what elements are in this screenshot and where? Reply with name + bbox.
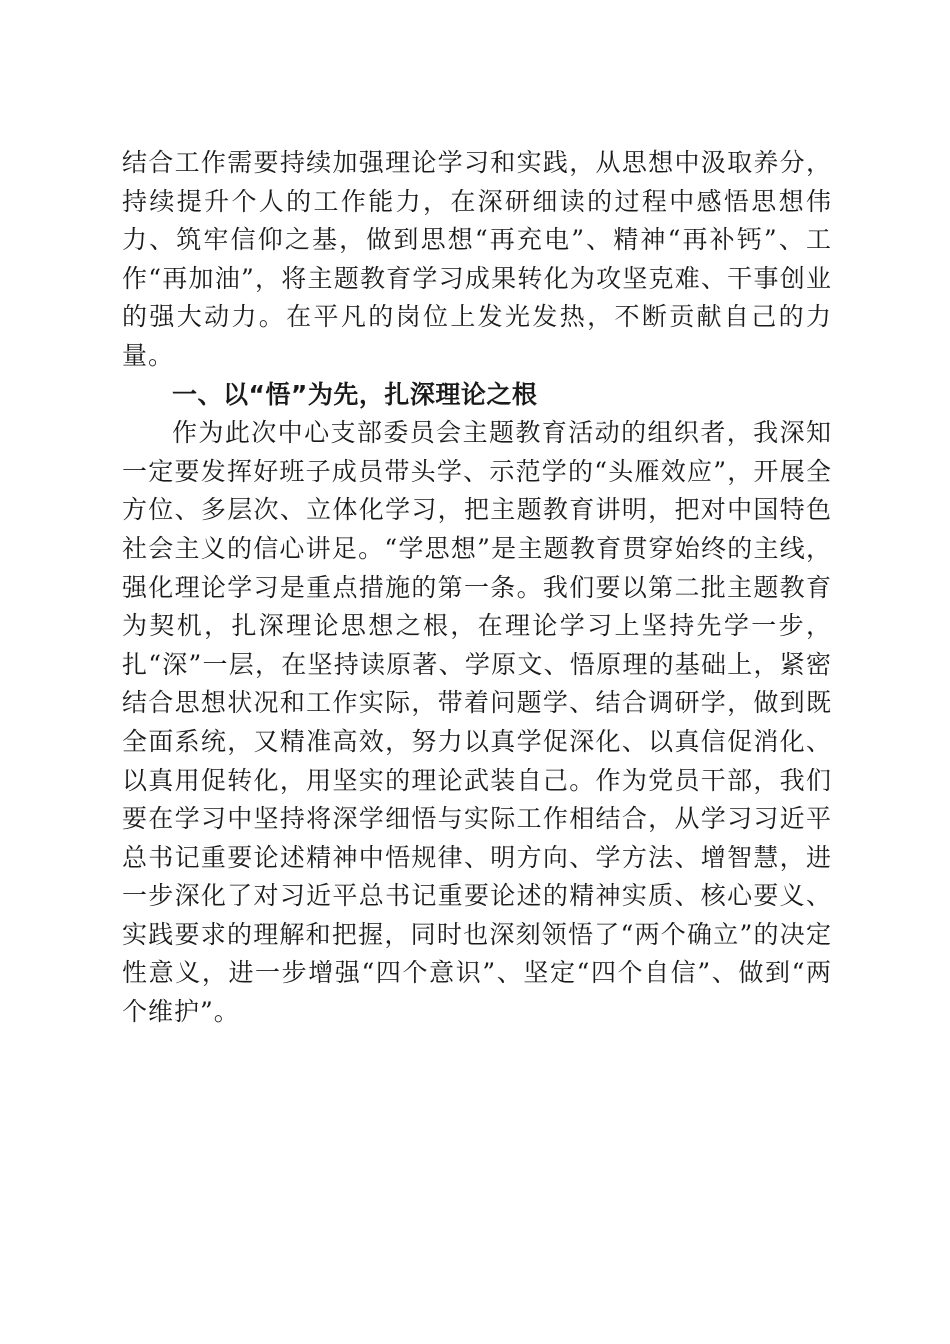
document-body (122, 144, 832, 1032)
section-heading: 一、以“悟”为先，扎深理论之根 (172, 379, 538, 409)
section-paragraph: 作为此次中心支部委员会主题教育活动的组织者，我深知一定要发挥好班子成员带头学、示范学的“头雁效应”，开展全方位、多层次、立体化学习，把主题教育讲明，把对中国特色社会主义的信心讲足。“学思想”是主题教育贯穿始终的主线，强化理论学习是重点措施的第一条。我们要以第二批主题教育为契机，扎深理论思想之根，在理论学习上坚持先学一步，扎“深”一层，在坚持读原著、学原文、悟原理的基础上，紧密结合思想状况和工作实际，带着问题学、结合调研学，做到既全面系统，又精准高效，努力以真学促深化、以真信促消化、以真用促转化，用坚实的理论武装自己。作为党员干部，我们要在学习中坚持将深学细悟与实际工作相结合，从学习习近平总书记重要论述精神中悟规律、明方向、学方法、增智慧，进一步深化了对习近平总书记重要论述的精神实质、核心要义、实践要求的理解和把握，同时也深刻领悟了“两个确立”的决定性意义，进一步增强“四个意识”、坚定“四个自信”、做到“两个维护”。 (122, 418, 832, 1027)
continued-paragraph: 结合工作需要持续加强理论学习和实践，从思想中汲取养分，持续提升个人的工作能力，在深研细读的过程中感悟思想伟力、筑牢信仰之基，做到思想“再充电”、精神“再补钙”、工作“再加油”，将主题教育学习成果转化为攻坚克难、干事创业的强大动力。在平凡的岗位上发光发热，不断贡献自己的力量。 (122, 148, 832, 370)
